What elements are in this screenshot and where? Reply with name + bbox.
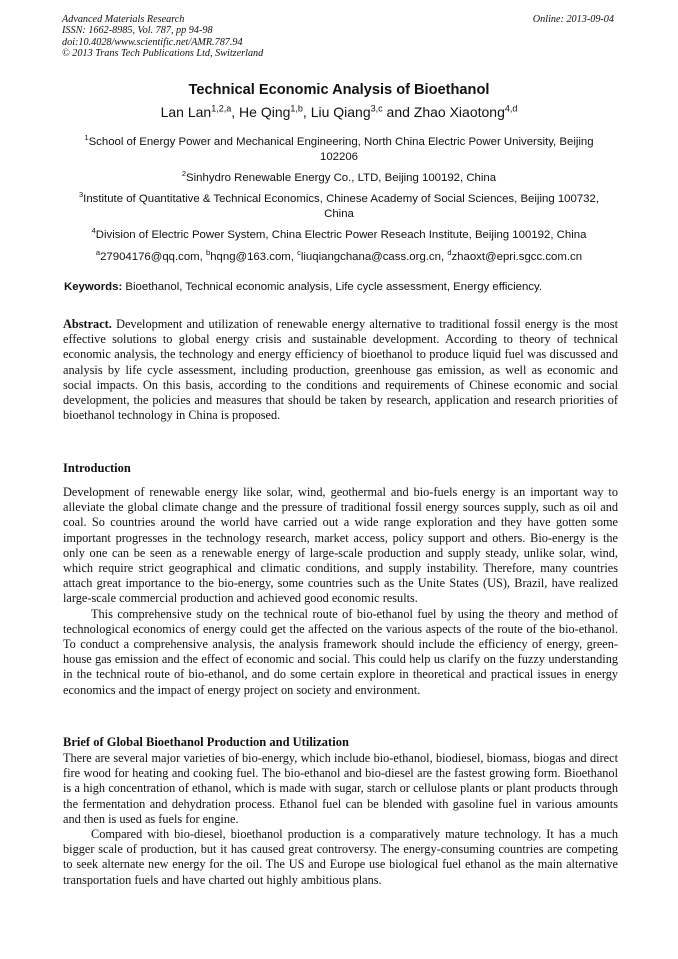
paragraph: Compared with bio-diesel, bioethanol production is a comparatively mature technology. It has a much bigger scale of production, but it has caused great controversy. The energy-consuming countries are competing to seek alternate new energy for the oil. The US and Europe use biological fuel ethanol as the main alternative transportation fuels and have charted out highly ambitious plans. [63, 827, 618, 887]
keywords-text: Bioethanol, Technical economic analysis, Life cycle assessment, Energy efficiency. [122, 281, 543, 293]
author: Zhao Xiaotong$^{4,d}$ [413, 103, 518, 120]
journal-header [62, 14, 618, 60]
keywords [64, 281, 620, 293]
affiliation-1: $^1$School of Energy Power and Mechanical Engineering, North China Electric Power University, Beijing 102206 [84, 133, 594, 163]
abstract-text: Development and utilization of renewable energy alternative to traditional fossil energy is the most effective solutions to global energy crisis and sustainable development. According to theory of technical economic analysis, the technology and energy efficiency of bioethanol to produce liquid fuel was discussed and analysis by life cycle assessment, including production, greenhouse gas emission, as well as economic and social impacts. On this basis, according to the conditions and requirements of Chinese economic and social development, the policies and measures that should be taken by research, application and research priorities of bioethanol technology in China is proposed. [63, 317, 618, 423]
paragraph: Development of renewable energy like solar, wind, geothermal and bio-fuels energy is an important way to alleviate the global climate change and the pressure of traditional fossil energy sources supply, such as oil and coal. So countries around the world have carried out a wide range exploration and they have gotten some important progresses in the technology research, market access, policy support and others. Bio-energy is the only one can be seen as a renewable energy of large-scale production and supply steady, unlike solar, wind, which require strict geographical and climatic conditions, and supply instability. Therefore, many countries attach great importance to the bio-energy, some countries such as the Unite States (US), Brazil, have realized large-scale commercial production and achieved good economic results. [63, 485, 618, 606]
paper-title: Technical Economic Analysis of Bioethanol [188, 82, 490, 98]
issn-line: ISSN: 1662-8985, Vol. 787, pp 94-98 [62, 25, 213, 37]
author: He Qing$^{1,b}$, [239, 103, 311, 120]
affiliation-4: $^4$Division of Electric Power System, China Electric Power Reseach Institute, Beijing 100192, China [91, 226, 587, 241]
brief-body [63, 751, 618, 888]
copyright-line: © 2013 Trans Tech Publications Ltd, Switzerland [62, 48, 264, 60]
keywords-label: Keywords: [64, 281, 123, 293]
abstract [63, 317, 618, 423]
section-heading-brief: Brief of Global Bioethanol Production and Utilization [63, 735, 349, 749]
journal-name: Advanced Materials Research [62, 14, 185, 25]
author-list [0, 103, 678, 120]
author: Liu Qiang$^{3,c}$ and [310, 103, 414, 120]
doi-line: doi:10.4028/www.scientific.net/AMR.787.94 [62, 36, 243, 48]
email-list: $^a$27904176@qq.com, $^b$hqng@163.com, $^c$liuqiangchana@cass.org.cn, $^d$zhaoxt@epri.sgcc.com.cn [95, 248, 583, 263]
online-date: Online: 2013-09-04 [532, 14, 614, 25]
introduction-body [63, 485, 618, 698]
affiliation-3: $^3$Institute of Quantitative & Technical Economics, Chinese Academy of Social Sciences, Beijing 100732, China [79, 190, 599, 220]
paragraph: This comprehensive study on the technical route of bio-ethanol fuel by using the theory and method of technological economics of energy could get the affected on the various aspects of the route of the bio-ethanol. To conduct a comprehensive analysis, the analysis framework should include the efficiency of energy, green-house gas emission and the effect of economic and social. This could help us clarify on the fuzzy understanding in the technical route of bio-ethanol, and do some certain explore in theoretical and practical issues in energy economics and the impact of energy project on society and environment. [63, 606, 618, 697]
section-heading-introduction: Introduction [63, 461, 131, 475]
abstract-label: Abstract. [63, 317, 112, 331]
author: Lan Lan$^{1,2,a}$, [160, 103, 240, 120]
affiliation-2: $^2$Sinhydro Renewable Energy Co., LTD, Beijing 100192, China [181, 169, 497, 184]
paragraph: There are several major varieties of bio-energy, which include bio-ethanol, biodiesel, biomass, biogas and direct fire wood for heating and cooking fuel. The bio-ethanol and bio-diesel are the fastest growing form. Bioethanol is a high concentration of ethanol, which is made with sugar, starch or cellulose plants or plant products through the fermentation and dehydration process. Ethanol fuel can be blended with gasoline fuel in various amounts and then is used as fuels for engine. [63, 751, 618, 826]
